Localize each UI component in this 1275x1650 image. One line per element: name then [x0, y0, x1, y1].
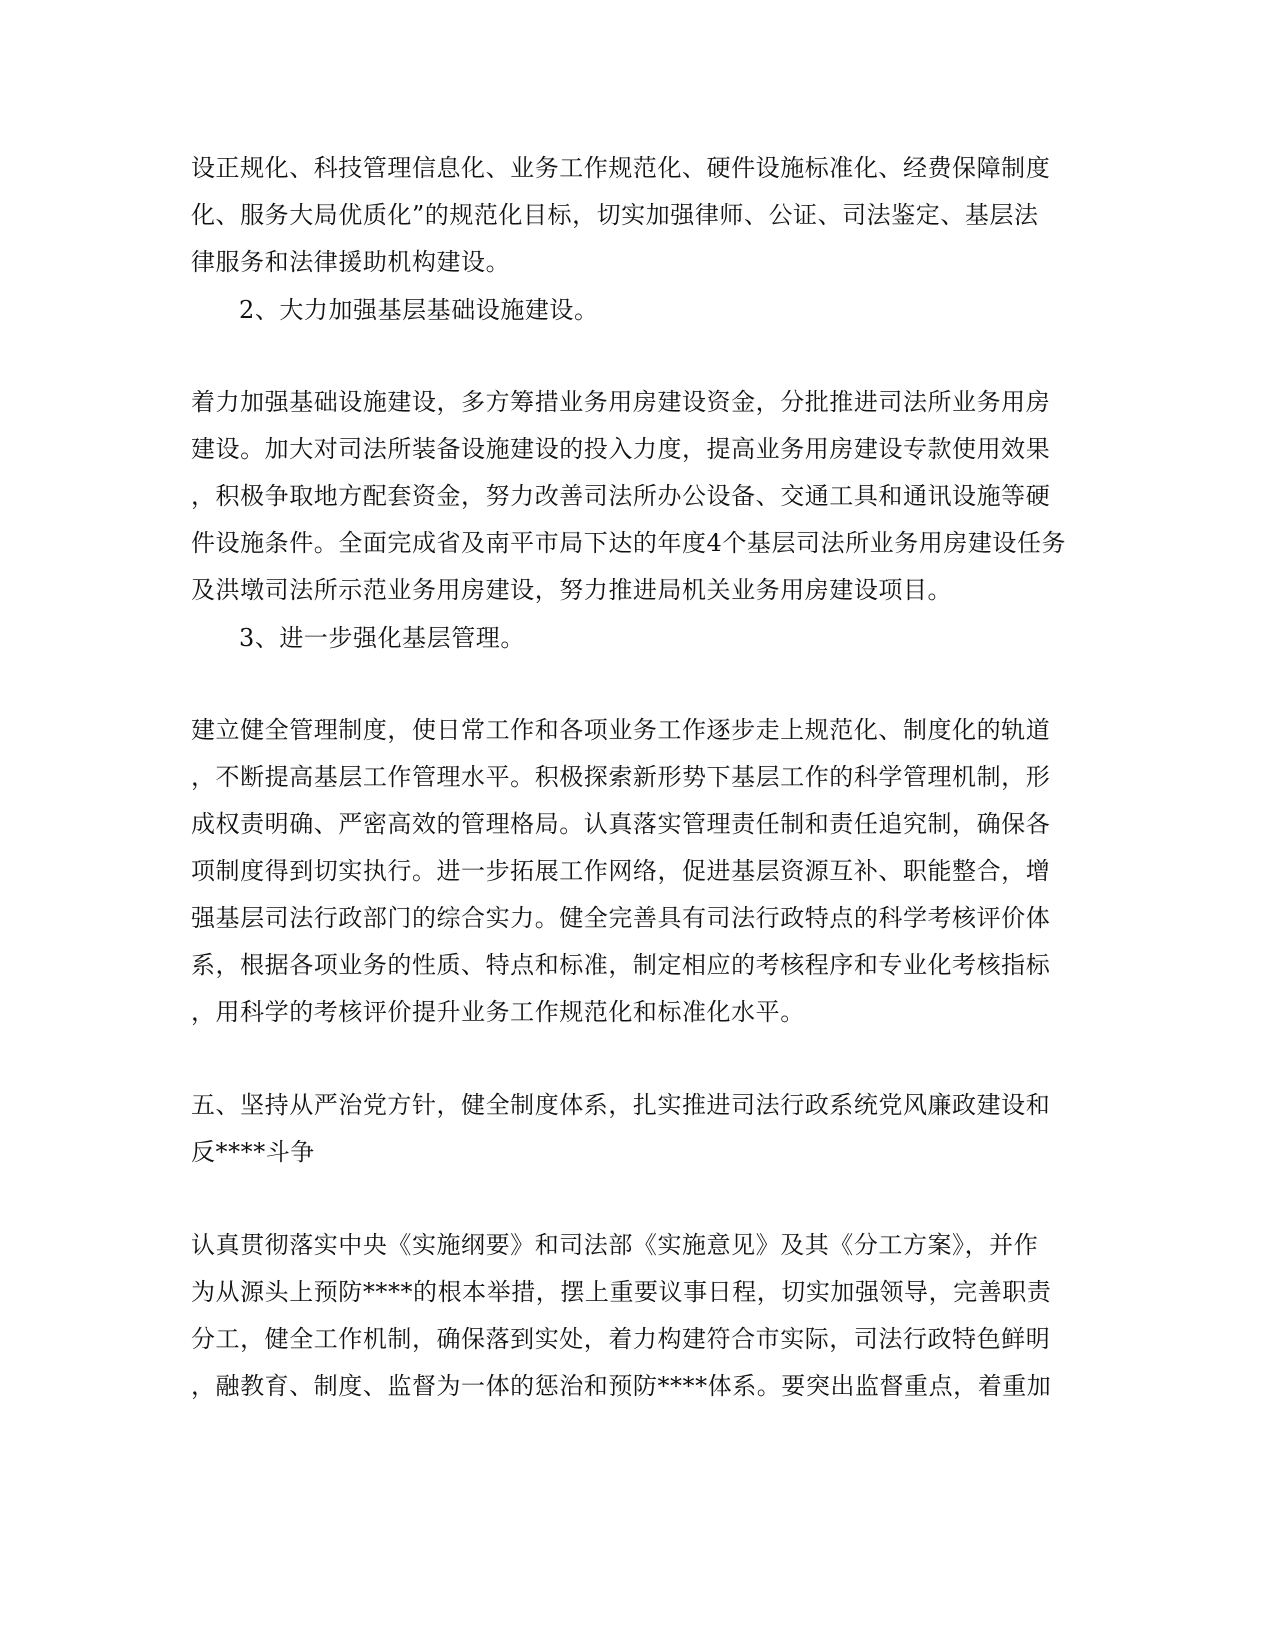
text-line: 件设施条件。全面完成省及南平市局下达的年度4个基层司法所业务用房建设任务 [191, 529, 1067, 557]
text-line: ，积极争取地方配套资金，努力改善司法所办公设备、交通工具和通讯设施等硬 [191, 482, 1051, 510]
text-line: 设正规化、科技管理信息化、业务工作规范化、硬件设施标准化、经费保障制度 [191, 154, 1051, 182]
text-line: 建设。加大对司法所装备设施建设的投入力度，提高业务用房建设专款使用效果 [191, 435, 1051, 463]
text-line: 着力加强基础设施建设，多方筹措业务用房建设资金，分批推进司法所业务用房 [191, 388, 1051, 416]
text-line: 为从源头上预防****的根本举措，摆上重要议事日程，切实加强领导，完善职责 [191, 1278, 1052, 1306]
text-line: ，用科学的考核评价提升业务工作规范化和标准化水平。 [191, 998, 805, 1026]
text-line: 成权责明确、严密高效的管理格局。认真落实管理责任制和责任追究制，确保各 [191, 810, 1051, 838]
text-line: 建立健全管理制度，使日常工作和各项业务工作逐步走上规范化、制度化的轨道 [191, 716, 1051, 744]
text-line: 系，根据各项业务的性质、特点和标准，制定相应的考核程序和专业化考核指标 [191, 951, 1051, 979]
text-line: 强基层司法行政部门的综合实力。健全完善具有司法行政特点的科学考核评价体 [191, 904, 1051, 932]
text-line: 认真贯彻落实中央《实施纲要》和司法部《实施意见》及其《分工方案》，并作 [191, 1231, 1039, 1259]
text-line: 律服务和法律援助机构建设。 [191, 248, 511, 276]
text-line: 项制度得到切实执行。进一步拓展工作网络，促进基层资源互补、职能整合，增 [191, 857, 1051, 885]
subheading: 2、大力加强基层基础设施建设。 [239, 296, 599, 324]
section-heading: 五、坚持从严治党方针，健全制度体系，扎实推进司法行政系统党风廉政建设和 [191, 1091, 1051, 1119]
text-line: 及洪墩司法所示范业务用房建设，努力推进局机关业务用房建设项目。 [191, 576, 953, 604]
text-line: ，融教育、制度、监督为一体的惩治和预防****体系。要突出监督重点，着重加 [191, 1372, 1052, 1400]
text-line: 分工，健全工作机制，确保落到实处，着力构建符合市实际，司法行政特色鲜明 [191, 1325, 1051, 1353]
text-line: 化、服务大局优质化”的规范化目标，切实加强律师、公证、司法鉴定、基层法 [191, 201, 1039, 229]
section-heading: 反****斗争 [191, 1138, 315, 1166]
text-line: ，不断提高基层工作管理水平。积极探索新形势下基层工作的科学管理机制，形 [191, 763, 1051, 791]
subheading: 3、进一步强化基层管理。 [239, 624, 525, 652]
